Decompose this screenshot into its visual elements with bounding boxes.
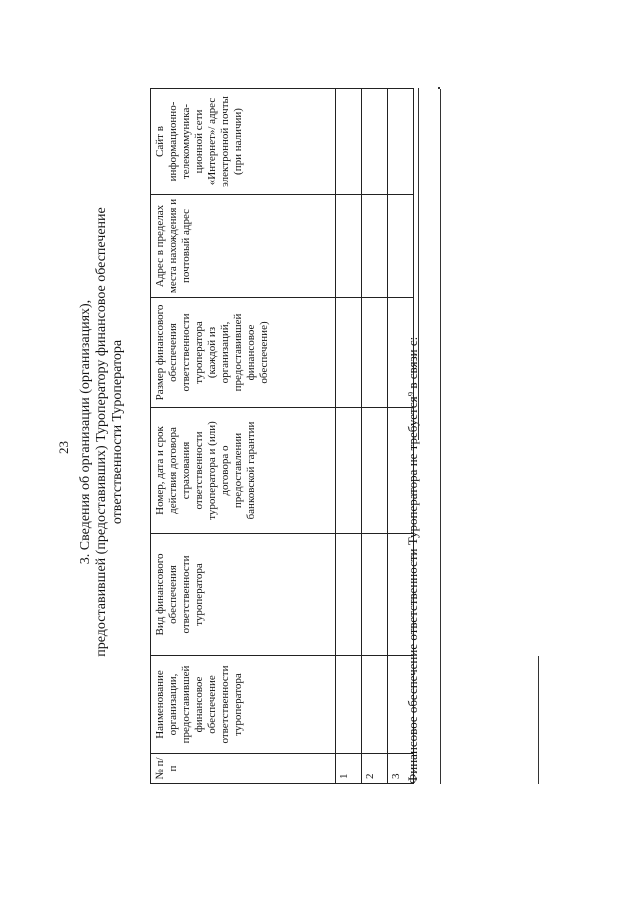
table-header-row	[151, 89, 336, 784]
table-cell	[336, 89, 362, 195]
column-header-address: Адрес в пределах места нахождения и почтовый адрес	[151, 195, 336, 298]
column-header-website-email: Сайт в информационно-телекоммуника-ционной сети «Интернет»/ адрес электронной почты (при наличии)	[151, 89, 336, 195]
page-number: 23	[56, 441, 71, 454]
column-header-security-type: Вид финансового обеспечения ответственности туроператора	[151, 534, 336, 656]
table-cell	[362, 534, 388, 656]
heading-line-1: 3. Сведения об организации (организациях),	[78, 299, 93, 565]
table-cell	[336, 298, 362, 408]
heading-line-3: ответственности Туроператора	[110, 339, 125, 525]
table-cell	[336, 534, 362, 656]
column-header-organization-name: Наименование организации, предоставившей финансовое обеспечение ответственности туроператора	[151, 656, 336, 754]
table-cell	[362, 298, 388, 408]
table-cell	[336, 408, 362, 534]
column-header-security-amount: Размер финансового обеспечения ответственности туроператора (каждой из организаций, предоставившей финансовое обеспечение)	[151, 298, 336, 408]
table-cell	[362, 89, 388, 195]
table-cell	[362, 195, 388, 298]
row-number: 1	[336, 754, 362, 784]
table-cell	[388, 89, 414, 195]
fill-in-line	[440, 89, 441, 784]
section-heading	[78, 162, 126, 702]
table-cell	[388, 195, 414, 298]
financial-security-table	[150, 88, 414, 784]
table-cell	[336, 195, 362, 298]
fill-in-line	[418, 88, 419, 440]
column-header-contract-details: Номер, дата и срок действия договора страхования ответственности туроператора и (или) договора о предоставлении банковской гарантии	[151, 408, 336, 534]
row-number: 2	[362, 754, 388, 784]
table-row	[336, 89, 362, 784]
table-cell	[336, 656, 362, 754]
table-row	[362, 89, 388, 784]
heading-line-2: предоставившей (предоставивших) Туроператору финансовое обеспечение	[94, 207, 109, 657]
row-number: 3	[388, 754, 414, 784]
footnote-divider	[538, 656, 539, 784]
table-cell	[362, 408, 388, 534]
statement-text: Финансовое обеспечение ответственности Туроператора не требуется⁹ в связи с:	[405, 336, 420, 784]
table-cell	[362, 656, 388, 754]
column-header-number: № п/п	[151, 754, 336, 784]
